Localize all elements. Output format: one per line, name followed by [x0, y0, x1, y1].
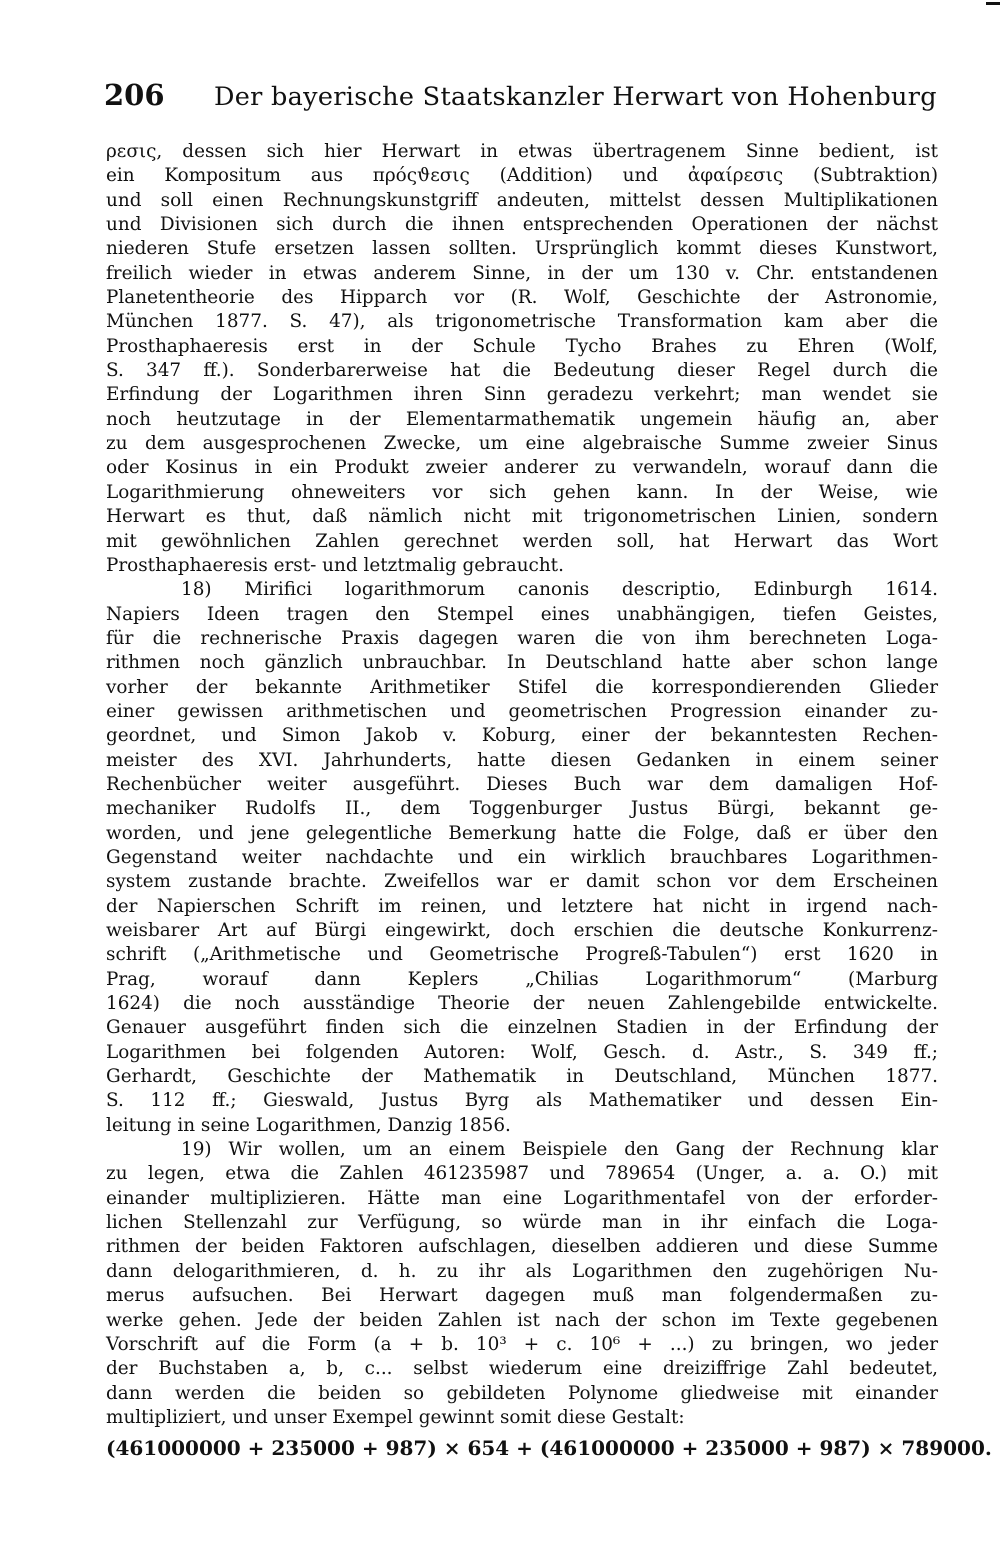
- text-line: Prag, worauf dann Keplers „Chilias Logarithmorum“ (Marburg: [106, 968, 938, 990]
- text-line: rithmen der beiden Faktoren aufschlagen, dieselben addieren und diese Summe: [106, 1236, 938, 1258]
- text-line: werke gehen. Jede der beiden Zahlen ist nach der schon im Texte gegebenen: [106, 1309, 938, 1331]
- text-line: der Buchstaben a, b, c... selbst wiederum eine dreiziffrige Zahl bedeutet,: [106, 1358, 938, 1380]
- text-line: schrift („Arithmetische und Geometrische Progreß-Tabulen“) erst 1620 in: [106, 944, 938, 966]
- body-text: [106, 140, 992, 1463]
- text-line: Vorschrift auf die Form (a + b. 10³ + c. 10⁶ + ...) zu bringen, wo jeder: [106, 1333, 938, 1355]
- text-line: merus aufsuchen. Bei Herwart dagegen muß man folgendermaßen zu-: [106, 1285, 938, 1307]
- text-line: dann werden die beiden so gebildeten Polynome gliedweise mit einander: [106, 1382, 938, 1404]
- text-line: Gegenstand weiter nachdachte und ein wirklich brauchbares Logarithmen-: [106, 846, 938, 868]
- text-line: Genauer ausgeführt finden sich die einzelnen Stadien in der Erfindung der: [106, 1017, 938, 1039]
- text-line: worden, und jene gelegentliche Bemerkung hatte die Folge, daß er über den: [106, 822, 938, 844]
- text-line: vorher der bekannte Arithmetiker Stifel die korrespondierenden Glieder: [106, 676, 938, 698]
- text-line: rithmen noch gänzlich unbrauchbar. In Deutschland hatte aber schon lange: [106, 652, 938, 674]
- text-line: mechaniker Rudolfs II., dem Toggenburger Justus Bürgi, bekannt ge-: [106, 798, 938, 820]
- text-line: Logarithmen bei folgenden Autoren: Wolf, Gesch. d. Astr., S. 349 ff.;: [106, 1041, 938, 1063]
- text-line: leitung in seine Logarithmen, Danzig 1856.: [106, 1114, 511, 1136]
- text-line: Erfindung der Logarithmen ihren Sinn geradezu verkehrt; man wendet sie: [106, 384, 938, 406]
- text-line: für die rechnerische Praxis dagegen waren die von ihm berechneten Loga-: [106, 627, 938, 649]
- text-line: weisbarer Art auf Bürgi eingewirkt, doch erschien die deutsche Konkurrenz-: [106, 920, 938, 941]
- text-line: oder Kosinus in ein Produkt zweier anderer zu verwandeln, worauf dann die: [106, 457, 938, 479]
- text-line: Napiers Ideen tragen den Stempel eines unabhängigen, tiefen Geistes,: [106, 603, 938, 625]
- text-line: zu legen, etwa die Zahlen 461235987 und 789654 (Unger, a. a. O.) mit: [106, 1163, 938, 1185]
- text-line: Planetentheorie des Hipparch vor (R. Wolf, Geschichte der Astronomie,: [106, 287, 938, 309]
- text-line: ρεσις, dessen sich hier Herwart in etwas übertragenem Sinne bedient, ist: [106, 141, 938, 162]
- text-line: der Napierschen Schrift im reinen, und letztere hat nicht in irgend nach-: [106, 895, 938, 917]
- text-line: S. 347 ff.). Sonderbarerweise hat die Bedeutung dieser Regel durch die: [106, 360, 938, 382]
- page-edge-mark: [986, 2, 1000, 5]
- text-line: Prosthaphaeresis erst in der Schule Tycho Brahes zu Ehren (Wolf,: [106, 335, 938, 357]
- running-title: Der bayerische Staatskanzler Herwart von Hohenburg: [214, 82, 937, 112]
- text-line: system zustande brachte. Zweifellos war er damit schon vor dem Erscheinen: [106, 871, 938, 893]
- text-line: Herwart es thut, daß nämlich nicht mit trigonometrischen Linien, sondern: [106, 506, 938, 528]
- text-line: noch heutzutage in der Elementarmathematik ungemein häufig an, aber: [106, 408, 938, 430]
- text-line: lichen Stellenzahl zur Verfügung, so würde man in ihr einfach die Loga-: [106, 1212, 938, 1234]
- text-line: München 1877. S. 47), als trigonometrische Transformation kam aber die: [106, 311, 938, 333]
- text-line: Gerhardt, Geschichte der Mathematik in Deutschland, München 1877.: [106, 1066, 938, 1088]
- text-line: geordnet, und Simon Jakob v. Koburg, einer der bekanntesten Rechen-: [106, 725, 938, 747]
- text-line: Rechenbücher weiter ausgeführt. Dieses Buch war dem damaligen Hof-: [106, 773, 938, 795]
- footnote-18-start: 18) Mirifici logarithmorum canonis descriptio, Edinburgh 1614.: [181, 579, 938, 601]
- text-line: multipliziert, und unser Exempel gewinnt somit diese Gestalt:: [106, 1406, 685, 1428]
- text-line: 1624) die noch ausständige Theorie der neuen Zahlengebilde entwickelte.: [106, 993, 938, 1015]
- text-line: einer gewissen arithmetischen und geometrischen Progression einander zu-: [106, 700, 938, 722]
- text-line: zu dem ausgesprochenen Zwecke, um eine algebraische Summe zweier Sinus: [106, 433, 938, 455]
- footnote-19-start: 19) Wir wollen, um an einem Beispiele den Gang der Rechnung klar: [181, 1139, 938, 1161]
- text-line: meister des XVI. Jahrhunderts, hatte diesen Gedanken in einem seiner: [106, 749, 938, 771]
- text-line: und soll einen Rechnungskunstgriff andeuten, mittelst dessen Multiplikationen: [106, 189, 938, 211]
- text-line: niederen Stufe ersetzen lassen sollten. Ursprünglich kommt dieses Kunstwort,: [106, 238, 938, 260]
- page-number: 206: [104, 78, 165, 112]
- text-line: und Divisionen sich durch die ihnen entsprechenden Operationen der nächst: [106, 214, 938, 236]
- text-line: freilich wieder in etwas anderem Sinne, in der um 130 v. Chr. entstandenen: [106, 262, 938, 284]
- text-line: ein Kompositum aus πρόςϑεσις (Addition) und ἀφαίρεσις (Subtraktion): [106, 165, 938, 187]
- page-header: [104, 78, 938, 126]
- text-line: dann delogarithmieren, d. h. zu ihr als Logarithmen den zugehörigen Nu-: [106, 1260, 938, 1282]
- text-line: Logarithmierung ohneweiters vor sich gehen kann. In der Weise, wie: [106, 481, 938, 503]
- text-line: einander multiplizieren. Hätte man eine Logarithmentafel von der erforder-: [106, 1187, 938, 1209]
- text-line: S. 112 ff.; Gieswald, Justus Byrg als Mathematiker und dessen Ein-: [106, 1090, 938, 1112]
- text-line: mit gewöhnlichen Zahlen gerechnet werden soll, hat Herwart das Wort: [106, 530, 938, 552]
- formula-line: (461000000 + 235000 + 987) × 654 + (461000000 + 235000 + 987) × 789000.: [106, 1436, 992, 1461]
- text-line: Prosthaphaeresis erst- und letztmalig gebraucht.: [106, 554, 564, 576]
